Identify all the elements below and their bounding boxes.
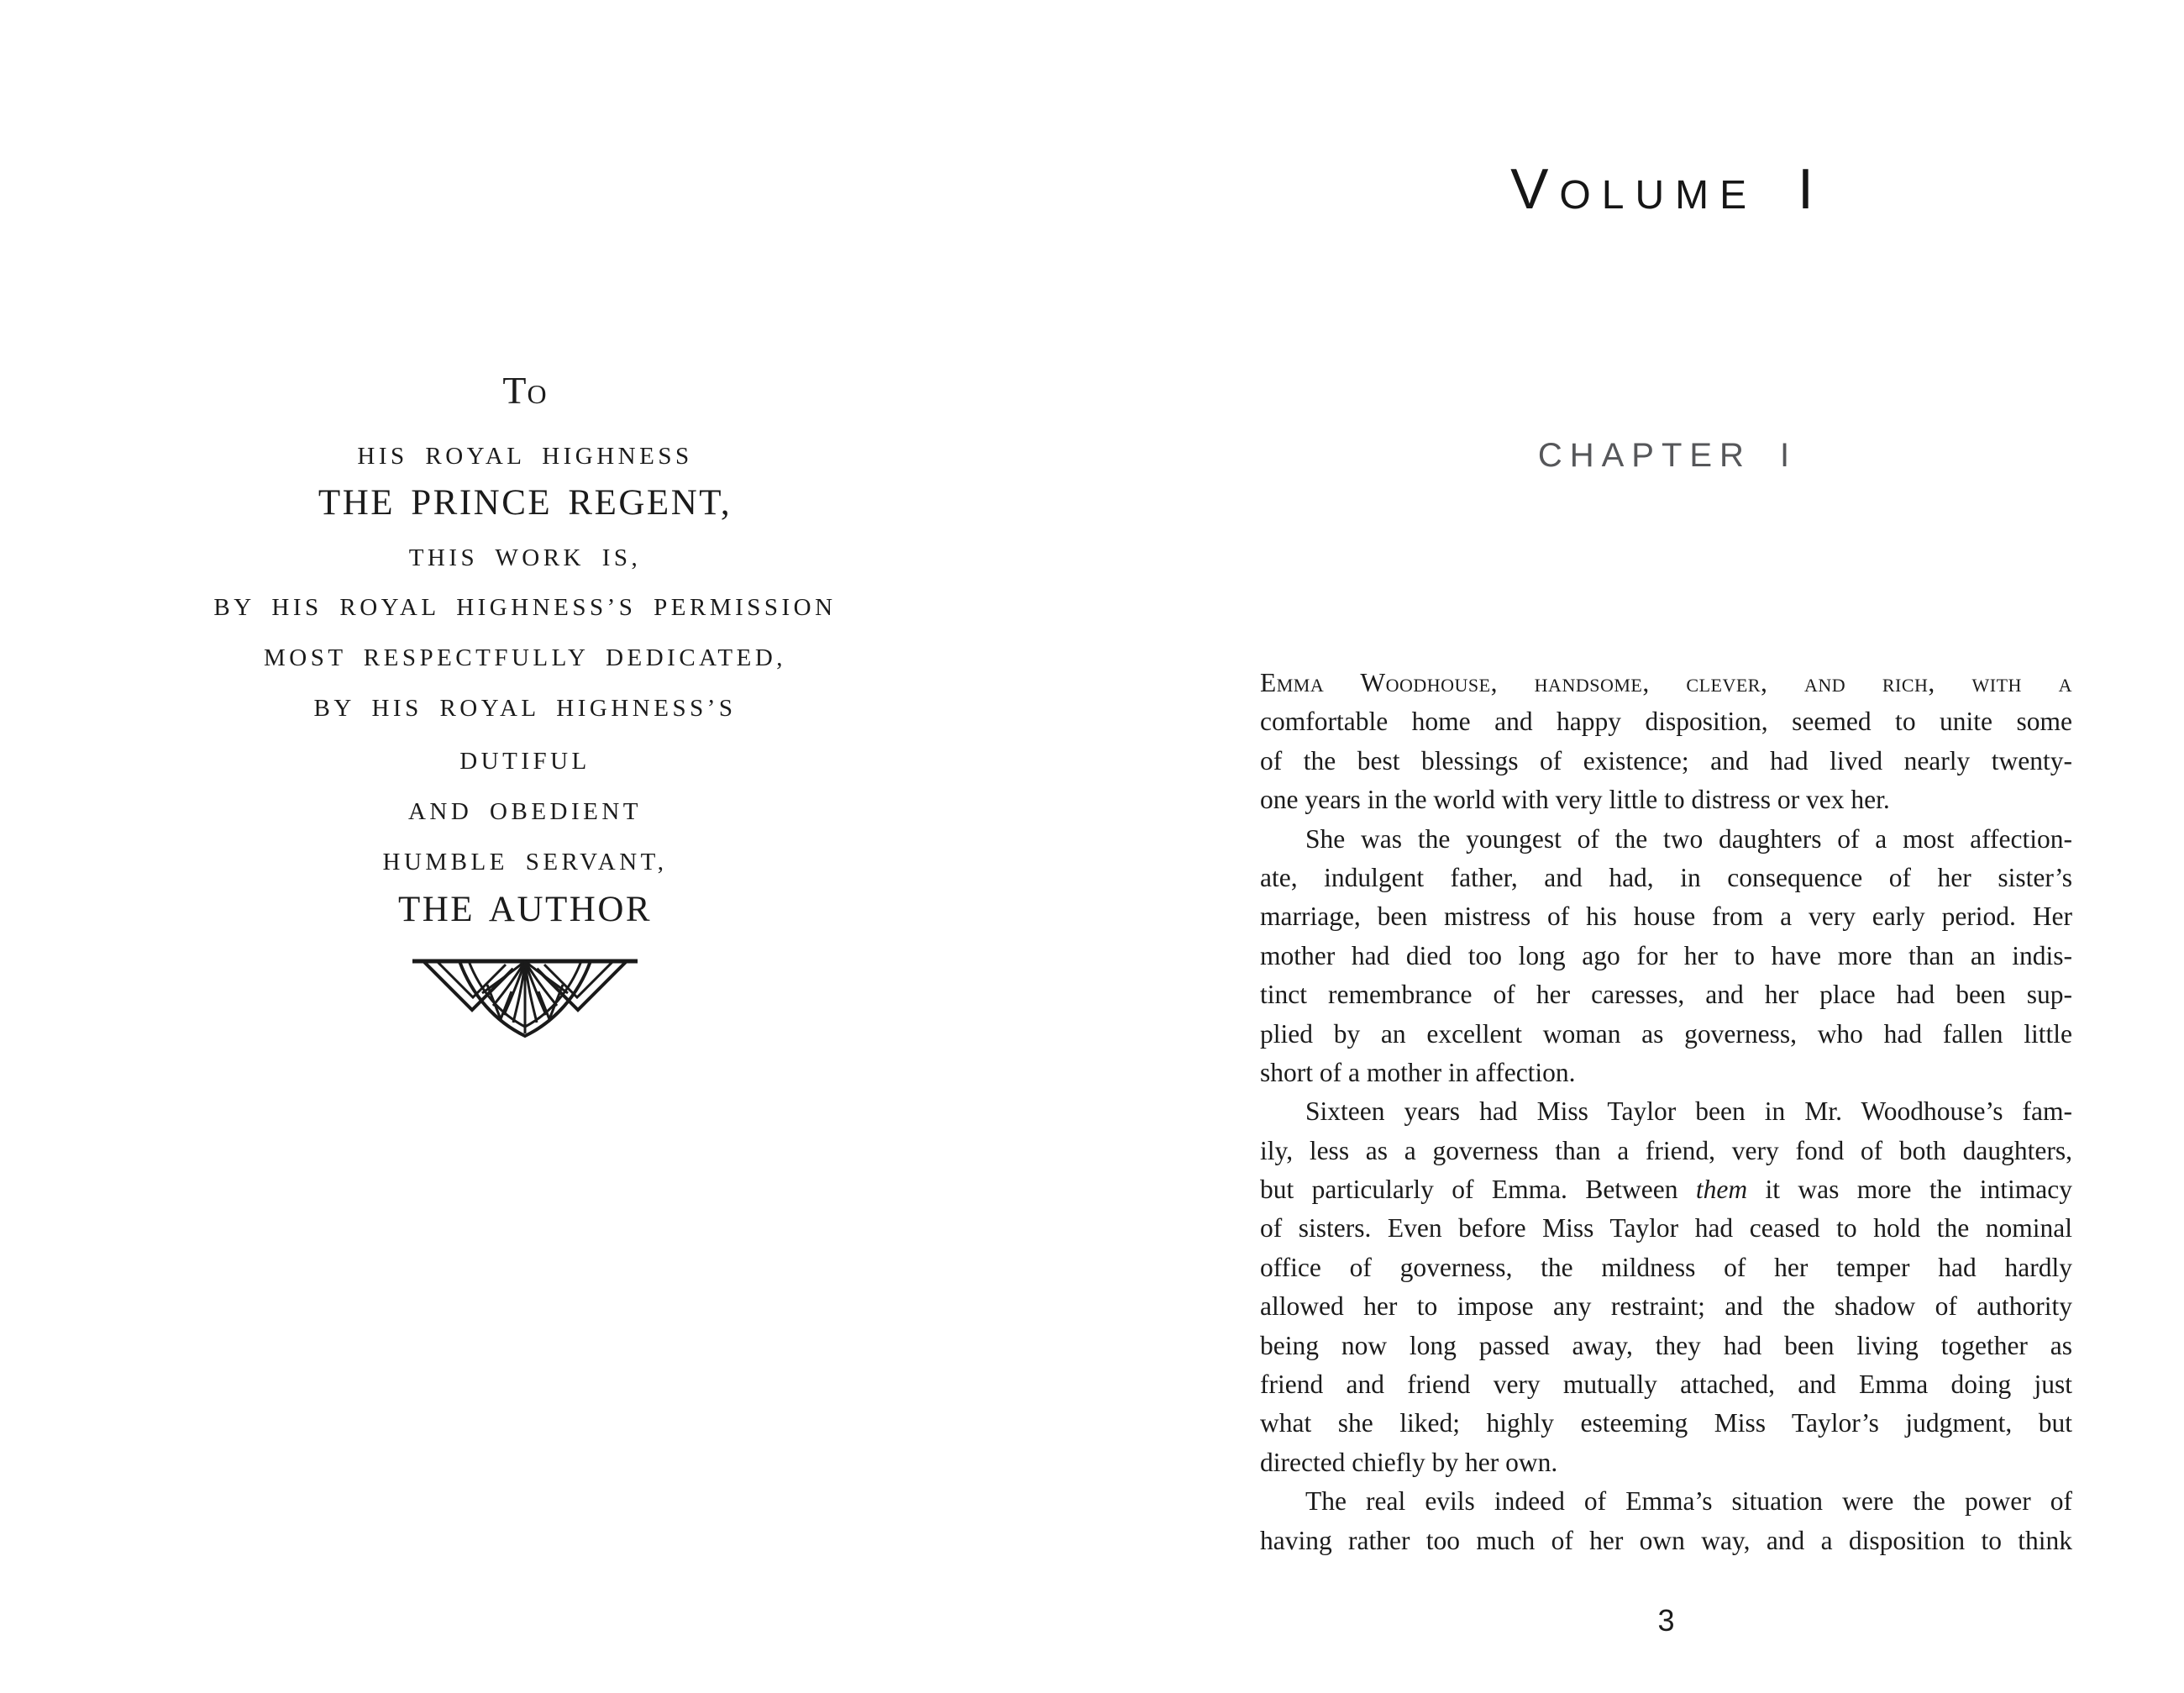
dedication-line: MOST RESPECTFULLY DEDICATED, — [263, 644, 787, 671]
text-line: The real evils indeed of Emma’s situation were the power of — [1305, 1486, 2072, 1517]
dedication-line-author: THE AUTHOR — [397, 890, 653, 929]
text-line: plied by an excellent woman as governess, who had fallen little — [1260, 1018, 2072, 1049]
text-line: office of governess, the mildness of her temper had hardly — [1260, 1252, 2072, 1282]
dedication-line: BY HIS ROYAL HIGHNESS’S PERMISSION — [213, 594, 837, 621]
text-line: one years in the world with very little to distress or vex her. — [1260, 785, 1890, 815]
text-line: ily, less as a governess than a friend, very fond of both daughters, — [1260, 1135, 2072, 1165]
text-line: She was the youngest of the two daughters of a most affection- — [1305, 823, 2072, 854]
volume-title: Volume I — [1510, 157, 1824, 221]
text-line: of the best blessings of existence; and had lived nearly twenty- — [1260, 745, 2072, 776]
text-line: mother had died too long ago for her to have more than an indis- — [1260, 940, 2072, 970]
dedication-line: HUMBLE SERVANT, — [382, 849, 668, 875]
dedication-line-prince-regent: THE PRINCE REGENT, — [318, 483, 732, 523]
text-line: short of a mother in affection. — [1260, 1057, 1576, 1087]
text-segment: but particularly of Emma. Between — [1260, 1175, 1696, 1205]
text-line: directed chiefly by her own. — [1260, 1447, 1558, 1477]
text-line: ate, indulgent father, and had, in consequence of her sister’s — [1260, 862, 2072, 892]
text-line: friend and friend very mutually attached, and Emma doing just — [1260, 1370, 2072, 1400]
dedication-line: HIS ROYAL HIGHNESS — [357, 443, 693, 470]
text-line: allowed her to impose any restraint; and the shadow of authority — [1260, 1291, 2072, 1322]
dedication-line: DUTIFUL — [459, 748, 591, 775]
text-line — [1260, 1170, 2072, 1209]
text-line: being now long passed away, they had been living together as — [1260, 1330, 2072, 1360]
dedication-line: THIS WORK IS, — [408, 544, 642, 571]
chapter-page — [1092, 0, 2184, 1693]
text-segment: it was more the intimacy — [1747, 1175, 2072, 1205]
text-line: having rather too much of her own way, and a disposition to think — [1260, 1525, 2072, 1555]
italic-word: them — [1695, 1175, 1748, 1205]
text-line: Emma Woodhouse, handsome, clever, and rich, with a — [1260, 668, 2072, 697]
text-line: of sisters. Even before Miss Taylor had ceased to hold the nominal — [1260, 1213, 2072, 1243]
body-text — [1260, 664, 2072, 1560]
text-line: Sixteen years had Miss Taylor been in Mr. Woodhouse’s fam- — [1305, 1096, 2072, 1127]
dedication-line: BY HIS ROYAL HIGHNESS’S — [313, 695, 737, 722]
dedication-to: To — [502, 369, 548, 412]
text-line: comfortable home and happy disposition, seemed to unite some — [1260, 707, 2072, 737]
dedication-line: AND OBEDIENT — [407, 798, 643, 825]
text-line: marriage, been mistress of his house from a very early period. Her — [1260, 902, 2072, 932]
fan-ornament-icon — [412, 958, 638, 1042]
text-line: tinct remembrance of her caresses, and her place had been sup- — [1260, 980, 2072, 1010]
page-number: 3 — [1657, 1603, 1675, 1638]
text-line: what she liked; highly esteeming Miss Taylor’s judgment, but — [1260, 1408, 2072, 1438]
dedication-block — [0, 0, 1050, 1693]
chapter-title: CHAPTER I — [1537, 437, 1798, 474]
